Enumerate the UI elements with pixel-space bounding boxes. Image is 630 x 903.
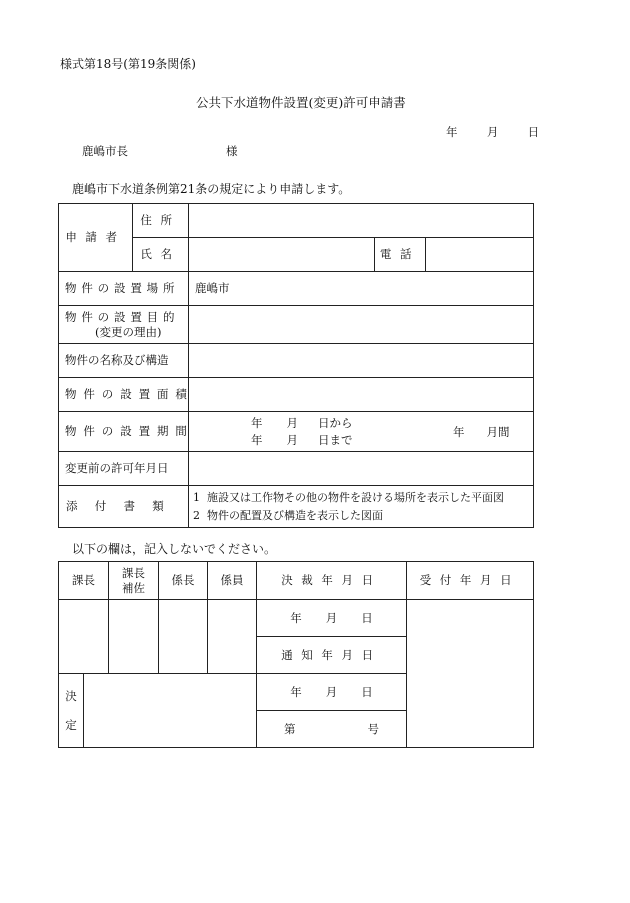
office-table xyxy=(58,561,534,748)
location-label: 物件の設置場所 xyxy=(59,272,189,306)
purpose-field[interactable] xyxy=(189,306,534,344)
date-year: 年 xyxy=(446,125,458,139)
application-table xyxy=(58,203,534,528)
area-label: 物件の設置面積 xyxy=(59,378,189,412)
stamp-kacho[interactable] xyxy=(59,600,109,674)
period-field[interactable] xyxy=(189,412,534,452)
structure-label: 物件の名称及び構造 xyxy=(59,344,189,378)
prev-date-label: 変更前の許可年月日 xyxy=(59,452,189,486)
ketsu-tei-label: 決 定 xyxy=(59,674,84,748)
structure-field[interactable] xyxy=(189,344,534,378)
form-number: 様式第18号(第19条関係) xyxy=(60,57,196,71)
phone-field[interactable] xyxy=(426,238,534,272)
period-label: 物件の設置期間 xyxy=(59,412,189,452)
col-kessai: 決裁年月日 xyxy=(257,562,407,600)
date-day: 日 xyxy=(527,125,540,139)
document-number[interactable]: 第 号 xyxy=(257,711,407,748)
name-label: 氏名 xyxy=(133,238,189,272)
name-field[interactable] xyxy=(189,238,375,272)
phone-label: 電話 xyxy=(375,238,426,272)
office-note: 以下の欄は，記入しないでください。 xyxy=(72,542,277,556)
location-field[interactable]: 鹿嶋市 xyxy=(189,272,534,306)
period-duration: 年 月間 xyxy=(453,424,510,439)
stamp-hosa[interactable] xyxy=(109,600,159,674)
address-label: 住所 xyxy=(133,204,189,238)
address-field[interactable] xyxy=(189,204,534,238)
col-kakaricho: 係長 xyxy=(159,562,208,600)
area-field[interactable] xyxy=(189,378,534,412)
col-kakariin: 係員 xyxy=(208,562,257,600)
date-line xyxy=(446,124,539,140)
attachment-item: 2 物件の配置及び構造を表示した図面 xyxy=(193,508,383,522)
page-title: 公共下水道物件設置(変更)許可申請書 xyxy=(196,95,406,110)
prev-date-field[interactable] xyxy=(189,452,534,486)
applicant-label: 申請者 xyxy=(59,204,133,272)
attachment-item: 1 施設又は工作物その他の物件を設ける場所を表示した平面図 xyxy=(193,490,504,504)
honorific: 様 xyxy=(226,144,238,158)
ketsu-tei-field[interactable] xyxy=(84,674,257,748)
stamp-kakariin[interactable] xyxy=(208,600,257,674)
addressee: 鹿嶋市長 xyxy=(82,144,128,158)
kessai-date[interactable]: 年 月 日 xyxy=(257,600,407,637)
col-kacho: 課長 xyxy=(59,562,109,600)
stamp-kakaricho[interactable] xyxy=(159,600,208,674)
tsuchi-label: 通知年月日 xyxy=(257,637,407,674)
intro-text: 鹿嶋市下水道条例第21条の規定により申請します。 xyxy=(72,182,351,196)
purpose-label: 物件の設置目的 (変更の理由) xyxy=(59,306,189,344)
period-from: 年 月 日から xyxy=(251,415,353,430)
date-month: 月 xyxy=(486,125,499,139)
attachments-label: 添付書類 xyxy=(59,486,189,528)
col-hosa: 課長 補佐 xyxy=(109,562,159,600)
uketsuke-stamp[interactable] xyxy=(407,600,534,748)
col-uketsuke: 受付年月日 xyxy=(407,562,534,600)
tsuchi-date[interactable]: 年 月 日 xyxy=(257,674,407,711)
attachments-list xyxy=(189,486,534,528)
period-to: 年 月 日まで xyxy=(251,432,353,447)
